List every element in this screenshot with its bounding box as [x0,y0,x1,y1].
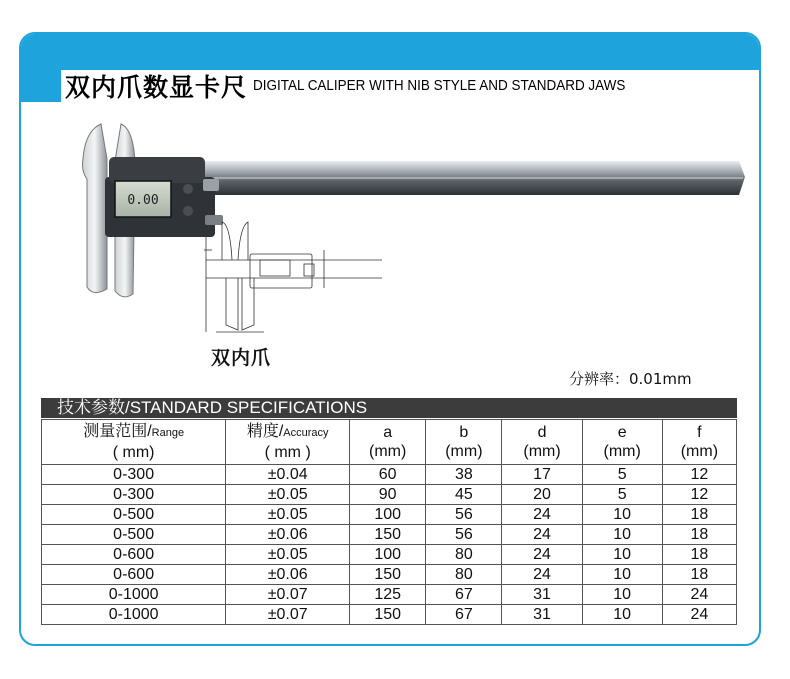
cell-e: 10 [582,605,662,625]
cell-a: 100 [350,505,426,525]
cell-d: 24 [502,545,582,565]
cell-d: 24 [502,525,582,545]
cell-e: 10 [582,565,662,585]
cell-range: 0-1000 [42,605,226,625]
col-accuracy: 精度/Accuracy ( mm ) [226,420,350,465]
cell-b: 80 [426,565,502,585]
spec-table-header-row [42,420,737,465]
cell-range: 0-500 [42,525,226,545]
col-range: 测量范围/Range ( mm) [42,420,226,465]
cell-f: 24 [662,585,736,605]
cell-d: 31 [502,605,582,625]
table-row [42,465,737,485]
title-english: DIGITAL CALIPER WITH NIB STYLE AND STANDARD JAWS [253,78,626,94]
cell-f: 12 [662,465,736,485]
cell-range: 0-600 [42,565,226,585]
table-row [42,605,737,625]
cell-b: 38 [426,465,502,485]
cell-a: 90 [350,485,426,505]
cell-e: 5 [582,465,662,485]
cell-accuracy: ±0.05 [226,485,350,505]
title-chinese: 双内爪数显卡尺 [65,73,248,102]
table-row [42,485,737,505]
cell-b: 56 [426,525,502,545]
cell-range: 0-1000 [42,585,226,605]
cell-e: 10 [582,545,662,565]
cell-accuracy: ±0.06 [226,525,350,545]
caliper-photo [63,119,753,299]
table-row [42,565,737,585]
cell-b: 56 [426,505,502,525]
cell-e: 10 [582,505,662,525]
cell-accuracy: ±0.04 [226,465,350,485]
cell-a: 125 [350,585,426,605]
cell-d: 31 [502,585,582,605]
cell-accuracy: ±0.05 [226,545,350,565]
col-f: f (mm) [662,420,736,465]
cell-a: 150 [350,605,426,625]
cell-b: 67 [426,585,502,605]
cell-range: 0-500 [42,505,226,525]
table-row [42,525,737,545]
cell-range: 0-300 [42,465,226,485]
col-b: b (mm) [426,420,502,465]
cell-f: 18 [662,565,736,585]
cell-e: 10 [582,585,662,605]
cell-accuracy: ±0.07 [226,605,350,625]
cell-accuracy: ±0.05 [226,505,350,525]
cell-f: 18 [662,525,736,545]
resolution-label: 分辨率：0.01mm [569,370,692,388]
cell-accuracy: ±0.07 [226,585,350,605]
cell-b: 80 [426,545,502,565]
lcd-reading: 0.00 [127,193,159,208]
spec-table [41,419,737,625]
cell-e: 10 [582,525,662,545]
cell-a: 100 [350,545,426,565]
cell-f: 24 [662,605,736,625]
cell-f: 12 [662,485,736,505]
table-row [42,505,737,525]
col-e: e (mm) [582,420,662,465]
cell-b: 67 [426,605,502,625]
title-bar [61,70,759,102]
cell-b: 45 [426,485,502,505]
cell-a: 60 [350,465,426,485]
cell-accuracy: ±0.06 [226,565,350,585]
cell-d: 24 [502,505,582,525]
cell-f: 18 [662,545,736,565]
cell-d: 24 [502,565,582,585]
spec-table-heading: 技术参数/STANDARD SPECIFICATIONS [41,398,737,418]
cell-d: 17 [502,465,582,485]
cell-e: 5 [582,485,662,505]
cell-range: 0-600 [42,545,226,565]
table-row [42,585,737,605]
table-row [42,545,737,565]
product-card [19,32,761,646]
cell-a: 150 [350,525,426,545]
cell-d: 20 [502,485,582,505]
cell-f: 18 [662,505,736,525]
caliper-diagram [204,220,384,335]
col-a: a (mm) [350,420,426,465]
cell-a: 150 [350,565,426,585]
diagram-caption: 双内爪 [211,347,272,369]
cell-range: 0-300 [42,485,226,505]
col-d: d (mm) [502,420,582,465]
